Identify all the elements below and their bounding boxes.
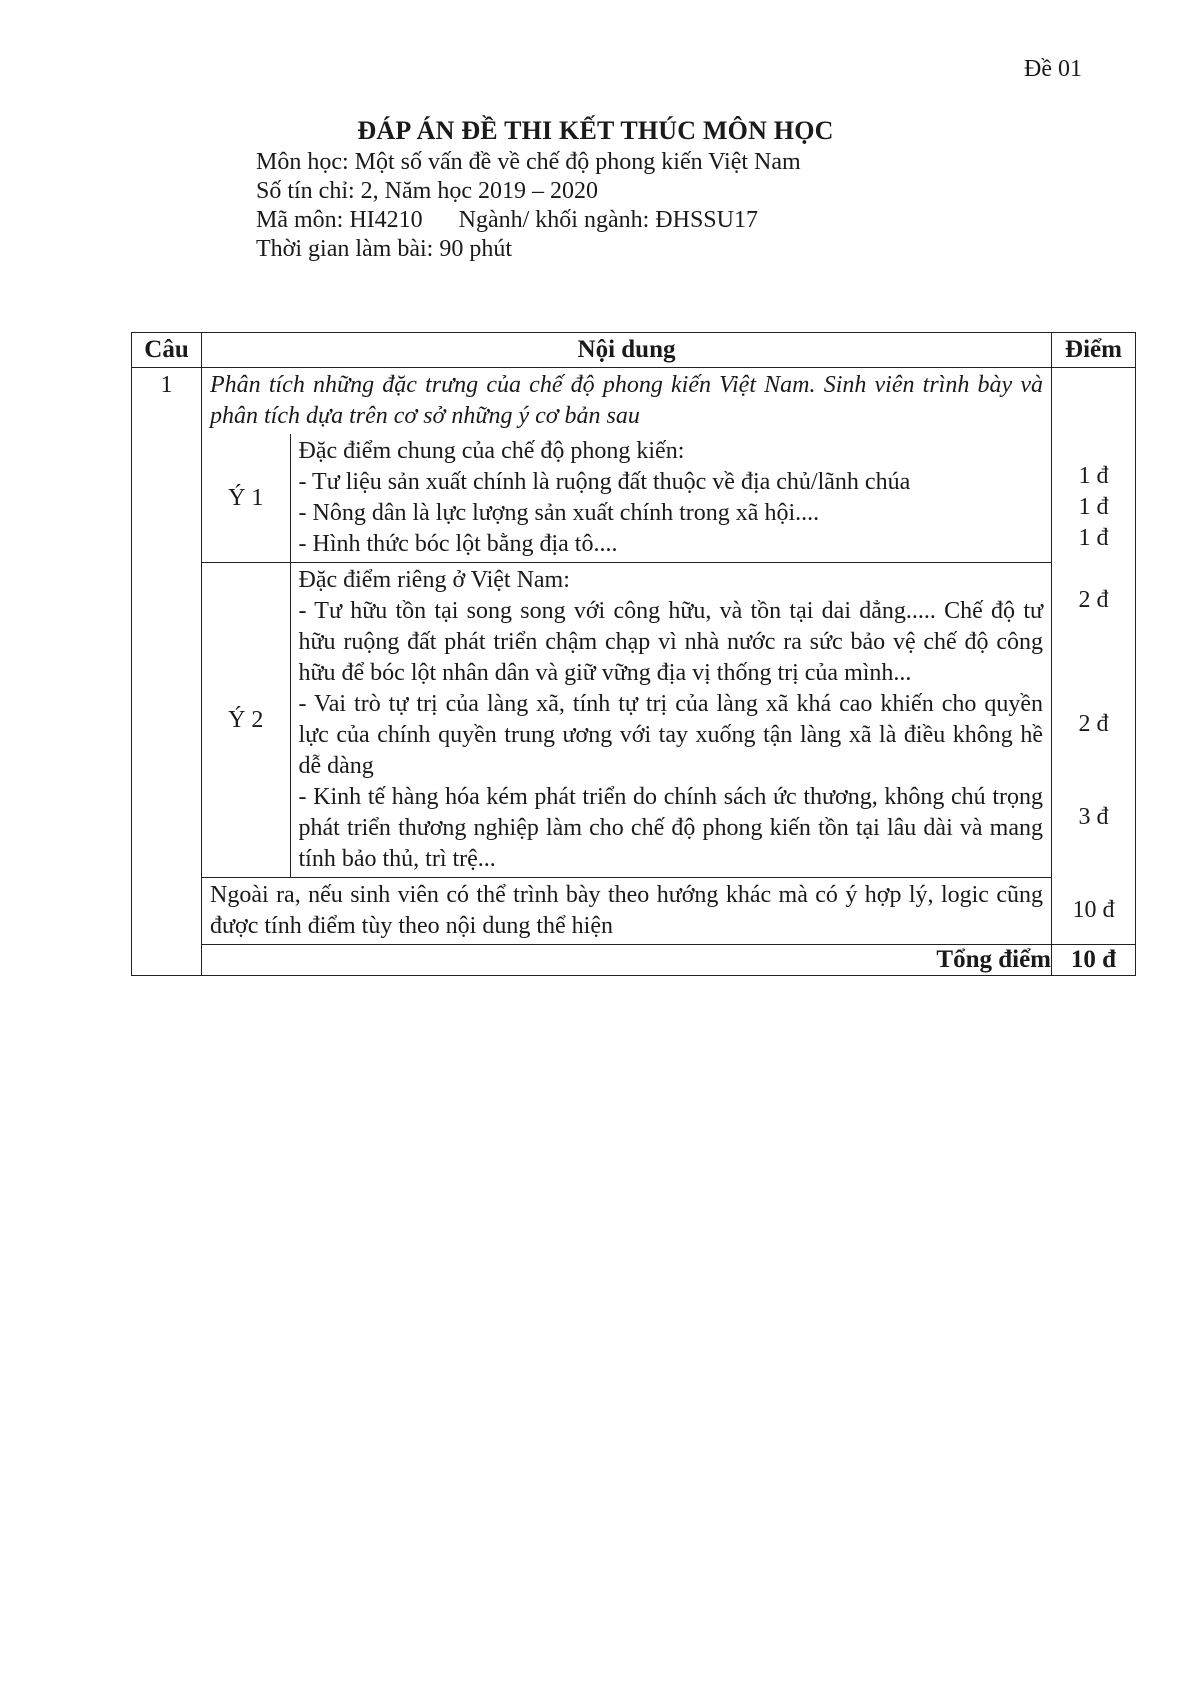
document-title: ĐÁP ÁN ĐỀ THI KẾT THÚC MÔN HỌC	[357, 116, 834, 145]
total-value: 10 đ	[1052, 945, 1136, 976]
score-y2-2: 2 đ	[1078, 711, 1109, 737]
y1-item: - Hình thức bóc lột bằng địa tô....	[298, 531, 618, 557]
criterion-y1	[202, 434, 1051, 563]
criterion-y2	[202, 563, 1051, 878]
course-line	[256, 206, 801, 235]
header-score: Điểm	[1052, 333, 1136, 368]
score-y2-1: 2 đ	[1078, 587, 1109, 613]
exam-meta	[256, 148, 801, 264]
answer-table	[131, 332, 1136, 976]
major: Ngành/ khối ngành: ĐHSSU17	[458, 207, 758, 233]
y2-heading: Đặc điểm riêng ở Việt Nam:	[298, 567, 570, 593]
question-row	[132, 368, 1136, 945]
question-content	[202, 368, 1052, 945]
exam-code: Đề 01	[1024, 56, 1082, 82]
header-content: Nội dung	[202, 333, 1052, 368]
header-row	[132, 333, 1136, 368]
credits-line: Số tín chỉ: 2, Năm học 2019 – 2020	[256, 178, 598, 204]
y2-item: - Kinh tế hàng hóa kém phát triển do chính sách ức thương, không chú trọng phát triển thương nghiệp làm cho chế độ phong kiến tồn tại lâu dài và mang tính bảo thủ, trì trệ...	[298, 784, 1043, 872]
subject-line: Môn học: Một số vấn đề về chế độ phong kiến Việt Nam	[256, 149, 801, 175]
score-y1-3: 1 đ	[1078, 525, 1109, 551]
y1-heading: Đặc điểm chung của chế độ phong kiến:	[298, 438, 685, 464]
total-label: Tổng điểm	[202, 945, 1052, 976]
score-y1-1: 1 đ	[1078, 463, 1109, 489]
criterion-key-y1: Ý 1	[202, 434, 290, 563]
criteria-table	[202, 434, 1051, 944]
y1-item: - Tư liệu sản xuất chính là ruộng đất thuộc về địa chủ/lãnh chúa	[298, 469, 911, 495]
total-row	[132, 945, 1136, 976]
score-y2-3: 3 đ	[1078, 804, 1109, 830]
other-approach-row	[202, 878, 1051, 945]
score-column	[1052, 368, 1136, 945]
y2-item: - Vai trò tự trị của làng xã, tính tự trị của làng xã khá cao khiến cho quyền lực của chính quyền trung ương với tay xuống tận làng xã là điều không hề dễ dàng	[298, 691, 1043, 779]
other-approach-text: Ngoài ra, nếu sinh viên có thể trình bày theo hướng khác mà có ý hợp lý, logic cũng được tính điểm tùy theo nội dung thể hiện	[210, 882, 1043, 939]
duration-line: Thời gian làm bài: 90 phút	[256, 236, 512, 262]
score-y1-2: 1 đ	[1078, 494, 1109, 520]
question-number: 1	[132, 368, 202, 976]
y2-item: - Tư hữu tồn tại song song với công hữu, và tồn tại dai dẳng..... Chế độ tư hữu ruộng đất phát triển chậm chạp vì nhà nước ra sức bảo vệ chế độ công hữu để bóc lột nhân dân và giữ vững địa vị thống trị của mình...	[298, 598, 1043, 686]
score-other: 10 đ	[1072, 897, 1115, 923]
criterion-key-y2: Ý 2	[202, 563, 290, 878]
header-question: Câu	[132, 333, 202, 368]
y1-item: - Nông dân là lực lượng sản xuất chính trong xã hội....	[298, 500, 820, 526]
course-code: Mã môn: HI4210	[256, 207, 423, 233]
question-intro: Phân tích những đặc trưng của chế độ phong kiến Việt Nam. Sinh viên trình bày và phân tích dựa trên cơ sở những ý cơ bản sau	[210, 372, 1043, 429]
